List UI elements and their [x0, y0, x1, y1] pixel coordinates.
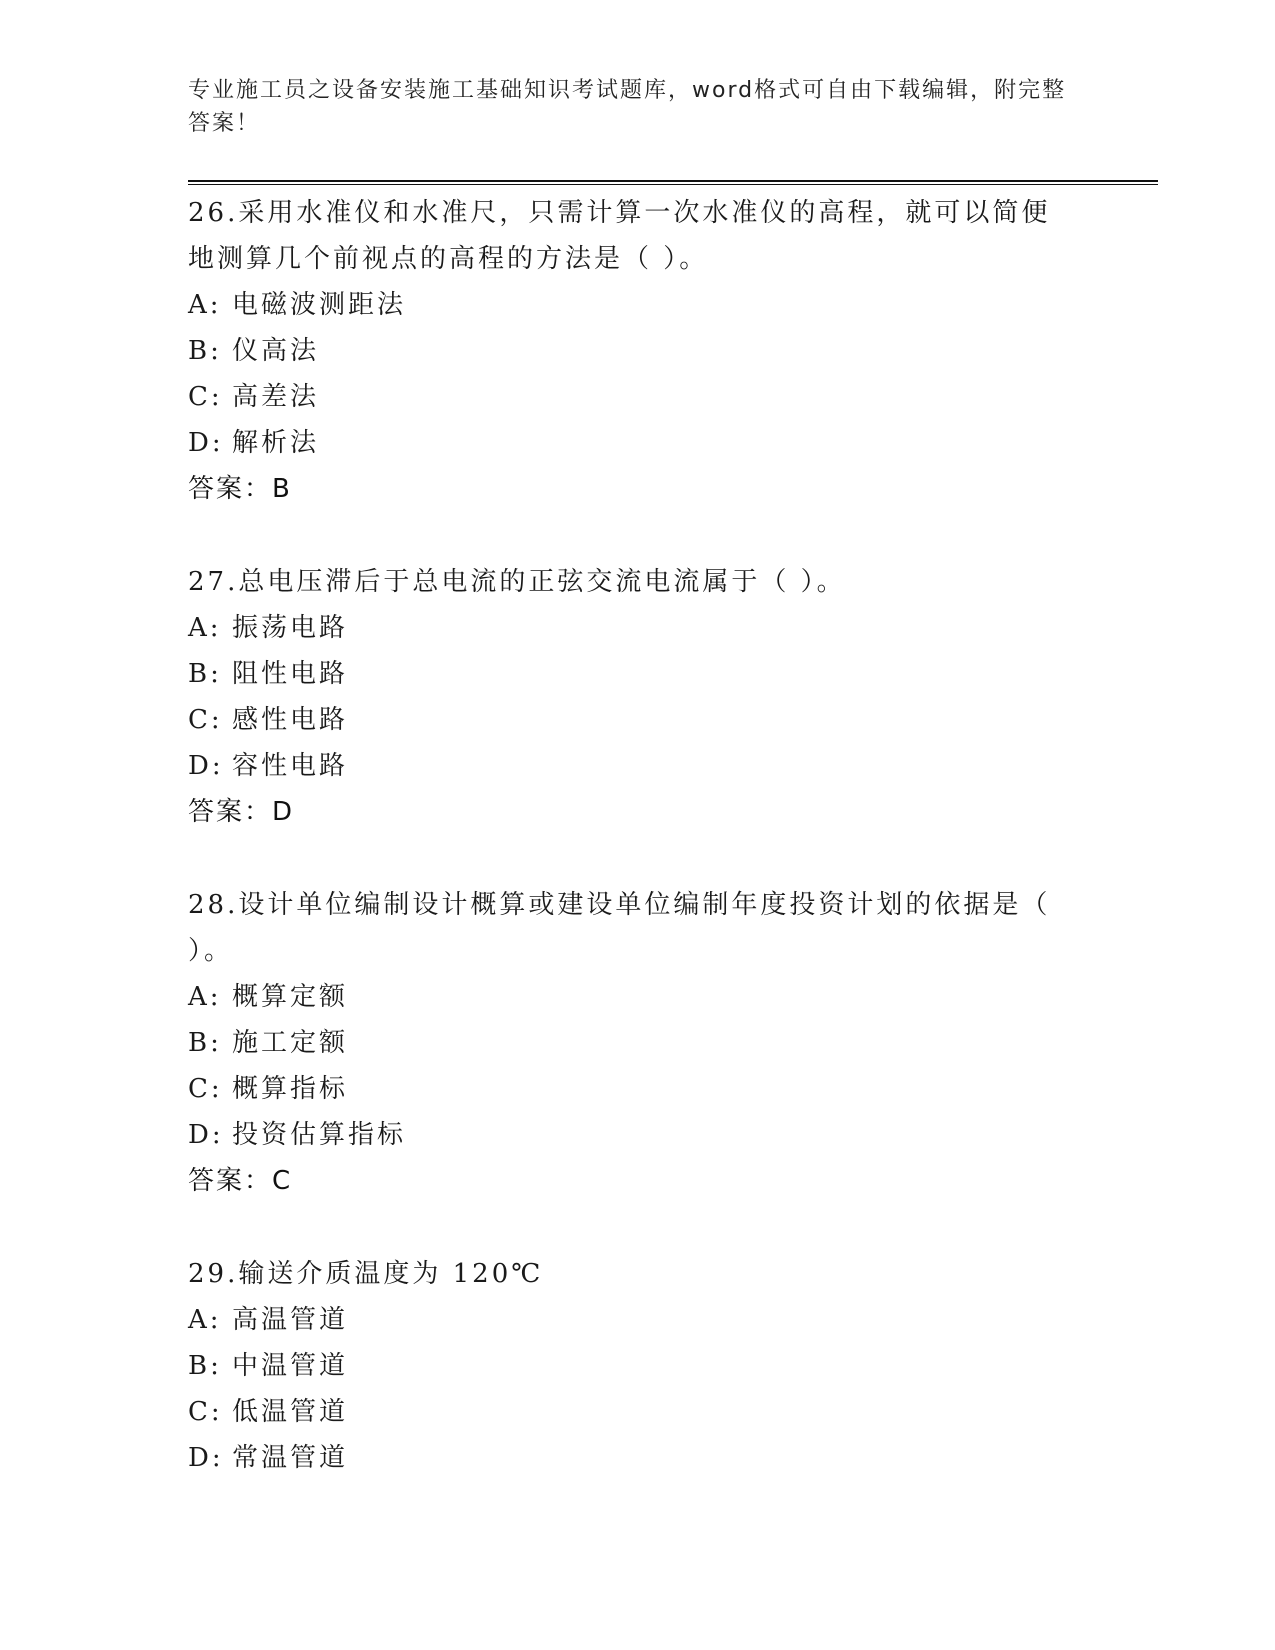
- option-text: 阻性电路: [232, 659, 349, 689]
- option-letter: B:: [188, 1351, 222, 1381]
- option-letter: D:: [188, 1443, 224, 1473]
- option-text: 高差法: [232, 382, 320, 412]
- option-letter: A:: [188, 982, 222, 1012]
- option-text: 解析法: [232, 428, 320, 458]
- option-text: 容性电路: [232, 751, 349, 781]
- option-c: [188, 1389, 1088, 1435]
- option-letter: A:: [188, 1305, 222, 1335]
- option-c: [188, 374, 1088, 420]
- question-26: [188, 190, 1088, 512]
- question-list: [188, 190, 1088, 1481]
- option-letter: C:: [188, 1397, 223, 1427]
- question-stem: 29.输送介质温度为 120℃: [188, 1259, 544, 1289]
- option-letter: C:: [188, 705, 223, 735]
- question-27: [188, 559, 1088, 835]
- option-text: 常温管道: [232, 1443, 349, 1473]
- option-c: [188, 697, 1088, 743]
- question-spacer: [188, 1204, 1088, 1251]
- option-letter: D:: [188, 751, 224, 781]
- option-text: 感性电路: [232, 705, 349, 735]
- option-text: 概算定额: [232, 982, 349, 1012]
- option-text: 仪高法: [232, 336, 320, 366]
- option-letter: D:: [188, 428, 224, 458]
- option-b: [188, 328, 1088, 374]
- answer-line: 答案：B: [188, 474, 292, 504]
- option-text: 概算指标: [232, 1074, 349, 1104]
- document-header: 专业施工员之设备安装施工基础知识考试题库，word格式可自由下载编辑，附完整答案！: [188, 78, 1067, 136]
- question-stem: 28.设计单位编制设计概算或建设单位编制年度投资计划的依据是（ ）。: [188, 890, 1051, 966]
- option-letter: A:: [188, 290, 222, 320]
- option-letter: B:: [188, 659, 222, 689]
- option-d: [188, 1435, 1088, 1481]
- option-letter: B:: [188, 1028, 222, 1058]
- option-d: [188, 743, 1088, 789]
- option-letter: A:: [188, 613, 222, 643]
- header-divider: [188, 180, 1158, 185]
- question-spacer: [188, 512, 1088, 559]
- option-text: 低温管道: [232, 1397, 349, 1427]
- question-stem: 27.总电压滞后于总电流的正弦交流电流属于（ ）。: [188, 567, 846, 597]
- option-letter: B:: [188, 336, 222, 366]
- option-a: [188, 282, 1088, 328]
- option-a: [188, 974, 1088, 1020]
- option-a: [188, 1297, 1088, 1343]
- question-29: [188, 1251, 1088, 1481]
- option-d: [188, 420, 1088, 466]
- option-c: [188, 1066, 1088, 1112]
- option-b: [188, 651, 1088, 697]
- option-d: [188, 1112, 1088, 1158]
- answer-line: 答案：D: [188, 797, 295, 827]
- option-text: 振荡电路: [232, 613, 349, 643]
- option-letter: C:: [188, 1074, 223, 1104]
- option-text: 中温管道: [232, 1351, 349, 1381]
- option-text: 投资估算指标: [232, 1120, 407, 1150]
- option-text: 高温管道: [232, 1305, 349, 1335]
- answer-line: 答案：C: [188, 1166, 293, 1196]
- question-stem: 26.采用水准仪和水准尺，只需计算一次水准仪的高程，就可以简便地测算几个前视点的高程的方法是（ ）。: [188, 198, 1051, 274]
- option-letter: C:: [188, 382, 223, 412]
- option-b: [188, 1020, 1088, 1066]
- option-b: [188, 1343, 1088, 1389]
- option-a: [188, 605, 1088, 651]
- question-spacer: [188, 835, 1088, 882]
- option-text: 施工定额: [232, 1028, 349, 1058]
- option-text: 电磁波测距法: [232, 290, 407, 320]
- question-28: [188, 882, 1088, 1204]
- option-letter: D:: [188, 1120, 224, 1150]
